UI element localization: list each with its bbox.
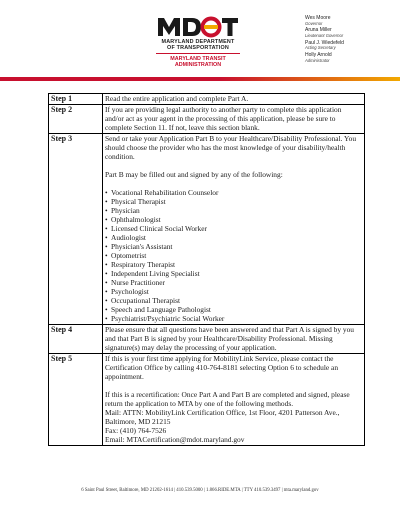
step-text: If this is your first time applying for MobilityLink Service, please contact the Certification Office by calling 410-764-8181 selecting Option 6 to schedule an appointment. [105, 354, 339, 381]
official-title: Lieutenant Governor [305, 32, 344, 38]
list-item: • Independent Living Specialist [105, 269, 362, 278]
list-item: • Vocational Rehabilitation Counselor [105, 188, 362, 197]
logo-divider [156, 53, 240, 54]
mdot-logo-mark-icon [156, 14, 240, 38]
agency-name-line2: ADMINISTRATION [174, 62, 222, 68]
step-description [103, 94, 365, 105]
list-item: • Licensed Clinical Social Worker [105, 224, 362, 233]
list-item: • Nurse Practitioner [105, 278, 362, 287]
officials-list [305, 16, 344, 66]
official-name: Wes Moore [305, 15, 331, 21]
official-entry [305, 28, 344, 38]
list-item: • Psychiatrist/Psychiatric Social Worker [105, 314, 362, 323]
list-item: • Occupational Therapist [105, 296, 362, 305]
provider-list [105, 188, 362, 323]
mail-address: Mail: ATTN: MobilityLink Certification Office, 1st Floor, 4201 Patterson Ave., Baltimore, MD 21215 [105, 408, 340, 426]
step-label: Step 4 [49, 325, 103, 354]
step-text: Part B may be filled out and signed by any of the following: [105, 170, 283, 179]
step-text: If you are providing legal authority to another party to complete this application and/or act as your agent in the processing of this application, please be sure to complete Section 11. If not, leave this section blank. [105, 105, 342, 132]
steps-table [48, 93, 365, 446]
step-label: Step 5 [49, 354, 103, 446]
agency-name-line1: MARYLAND TRANSIT [170, 56, 226, 62]
fax-number: Fax: (410) 764-7526 [105, 426, 167, 435]
step-description [103, 134, 365, 325]
table-row [49, 105, 365, 134]
step-text: Read the entire application and complete Part A. [105, 94, 249, 103]
list-item: • Physician's Assistant [105, 242, 362, 251]
org-name-line1: MARYLAND DEPARTMENT [161, 39, 235, 45]
step-description [103, 325, 365, 354]
official-title: Governor [305, 20, 323, 26]
official-title: Administrator [305, 57, 330, 63]
list-item: • Psychologist [105, 287, 362, 296]
org-name-line2: OF TRANSPORTATION [167, 45, 229, 51]
list-item: • Physical Therapist [105, 197, 362, 206]
list-item: • Respiratory Therapist [105, 260, 362, 269]
list-item: • Audiologist [105, 233, 362, 242]
step-text: Send or take your Application Part B to your Healthcare/Disability Professional. You should choose the provider who has the most knowledge of your disability/health condition. [105, 134, 357, 161]
official-entry [305, 41, 344, 51]
step-description [103, 105, 365, 134]
table-row [49, 325, 365, 354]
table-row [49, 94, 365, 105]
official-name: Holly Arnold [305, 52, 332, 59]
official-title: Acting Secretary [305, 45, 336, 51]
official-entry [305, 53, 344, 63]
step-text: Please ensure that all questions have been answered and that Part A is signed by you and that Part B is signed by your Healthcare/Disability Professional. Missing signature(s) may delay the processing of your application. [105, 325, 354, 352]
list-item: • Ophthalmologist [105, 215, 362, 224]
official-entry [305, 16, 344, 26]
step-text: If this is a recertification: Once Part A and Part B are completed and signed, please return the application to MTA by one of the following methods. [105, 390, 350, 408]
step-description [103, 354, 365, 446]
list-item: • Speech and Language Pathologist [105, 305, 362, 314]
table-row [49, 134, 365, 325]
email-address: Email: MTACertification@mdot.maryland.gov [105, 435, 245, 444]
list-item: • Optometrist [105, 251, 362, 260]
table-row [49, 354, 365, 446]
step-label: Step 2 [49, 105, 103, 134]
step-label: Step 3 [49, 134, 103, 325]
official-name: Paul J. Wiedefeld [305, 39, 344, 46]
footer-contact-line: 6 Saint Paul Street, Baltimore, MD 21202-1614 | 410.539.5000 | 1.866.RIDE.MTA | TTY 410.539.3497 | mta.maryland.gov [81, 488, 319, 493]
mdot-logo [150, 14, 246, 68]
official-name: Aruna Miller [305, 27, 332, 34]
header-color-bar [0, 77, 400, 81]
list-item: • Physician [105, 206, 362, 215]
step-label: Step 1 [49, 94, 103, 105]
